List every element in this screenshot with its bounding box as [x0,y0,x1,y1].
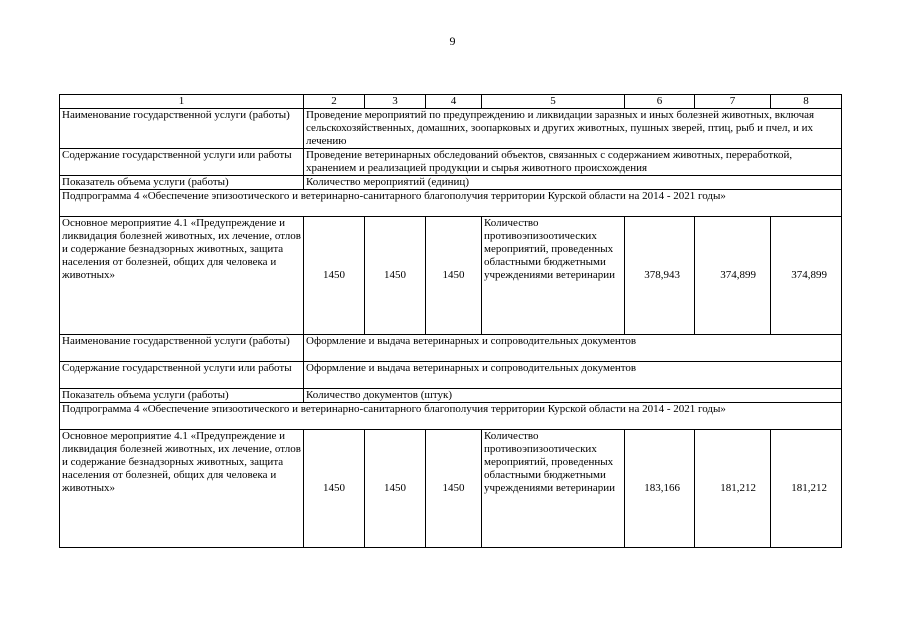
indicator-text: Количество противоэпизоотических мероприятий, проведенных областными бюджетными учреждениями ветеринарии [482,217,625,335]
value-col6: 378,943 [625,217,695,335]
header-cell: 2 [304,95,365,109]
value-col4: 1450 [426,217,482,335]
header-cell: 8 [771,95,842,109]
value-col2: 1450 [304,217,365,335]
subprogram-title: Подпрограмма 4 «Обеспечение эпизоотического и ветеринарно-санитарного благополучия территории Курской области на 2014 - 2021 годы» [60,403,842,430]
value-col8: 374,899 [771,217,842,335]
value-col7: 181,212 [695,430,771,548]
value-col3: 1450 [365,217,426,335]
volume-label: Показатель объема услуги (работы) [60,176,304,190]
content-row [60,149,842,176]
volume-row [60,389,842,403]
header-cell: 1 [60,95,304,109]
subprogram-row [60,190,842,217]
header-cell: 4 [426,95,482,109]
header-cell: 7 [695,95,771,109]
content-row [60,362,842,389]
content-value: Проведение ветеринарных обследований объектов, связанных с содержанием животных, переработкой, хранением и реализацией продукции и сырья животного происхождения [304,149,842,176]
activity-row [60,430,842,548]
volume-value: Количество документов (штук) [304,389,842,403]
volume-value: Количество мероприятий (единиц) [304,176,842,190]
activity-row [60,217,842,335]
subprogram-row [60,403,842,430]
service-name-value: Оформление и выдача ветеринарных и сопроводительных документов [304,335,842,362]
header-cell: 3 [365,95,426,109]
content-label: Содержание государственной услуги или работы [60,149,304,176]
service-table [59,94,842,548]
value-col3: 1450 [365,430,426,548]
service-name-value: Проведение мероприятий по предупреждению и ликвидации заразных и иных болезней животных, включая сельскохозяйственных, домашних, зоопарковых и других животных, пушных зверей, птиц, рыб и пчел, и их лечению [304,109,842,149]
activity-name: Основное мероприятие 4.1 «Предупреждение и ликвидация болезней животных, их лечение, отлов и содержание безнадзорных животных, защита населения от болезней, общих для человека и животных» [60,430,304,548]
value-col6: 183,166 [625,430,695,548]
volume-label: Показатель объема услуги (работы) [60,389,304,403]
indicator-text: Количество противоэпизоотических мероприятий, проведенных областными бюджетными учреждениями ветеринарии [482,430,625,548]
header-row [60,95,842,109]
page-number: 9 [449,34,456,48]
content-label: Содержание государственной услуги или работы [60,362,304,389]
service-name-row [60,109,842,149]
activity-name: Основное мероприятие 4.1 «Предупреждение и ликвидация болезней животных, их лечение, отлов и содержание безнадзорных животных, защита населения от болезней, общих для человека и животных» [60,217,304,335]
content-value: Оформление и выдача ветеринарных и сопроводительных документов [304,362,842,389]
value-col4: 1450 [426,430,482,548]
volume-row [60,176,842,190]
service-name-label: Наименование государственной услуги (работы) [60,109,304,149]
service-name-row [60,335,842,362]
value-col2: 1450 [304,430,365,548]
subprogram-title: Подпрограмма 4 «Обеспечение эпизоотического и ветеринарно-санитарного благополучия территории Курской области на 2014 - 2021 годы» [60,190,842,217]
header-cell: 5 [482,95,625,109]
header-cell: 6 [625,95,695,109]
value-col7: 374,899 [695,217,771,335]
value-col8: 181,212 [771,430,842,548]
service-name-label: Наименование государственной услуги (работы) [60,335,304,362]
